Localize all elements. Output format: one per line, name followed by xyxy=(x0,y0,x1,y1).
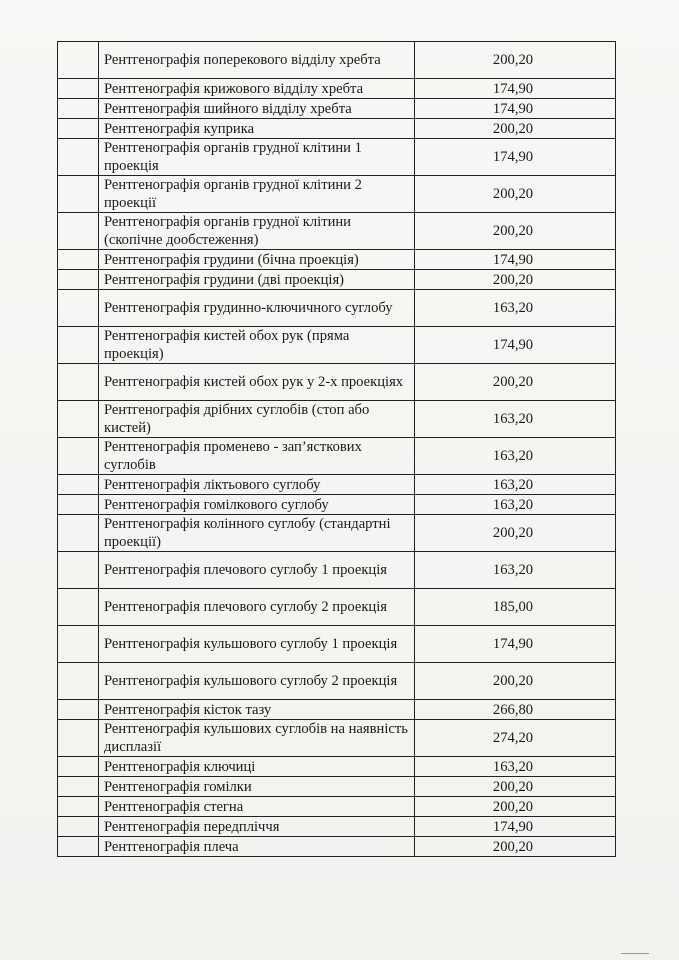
service-name-cell: Рентгенографія кульшових суглобів на наявність дисплазії xyxy=(99,720,415,757)
table-row xyxy=(58,270,616,290)
service-name-cell: Рентгенографія крижового відділу хребта xyxy=(99,79,415,99)
table-row xyxy=(58,626,616,663)
price-cell: 200,20 xyxy=(415,663,616,700)
service-name-cell: Рентгенографія куприка xyxy=(99,119,415,139)
row-number-cell xyxy=(58,401,99,438)
row-number-cell xyxy=(58,589,99,626)
price-table xyxy=(57,41,616,857)
price-cell: 163,20 xyxy=(415,290,616,327)
price-cell: 200,20 xyxy=(415,515,616,552)
service-name-cell: Рентгенографія плеча xyxy=(99,837,415,857)
table-row xyxy=(58,797,616,817)
service-name-cell: Рентгенографія кульшового суглобу 1 проекція xyxy=(99,626,415,663)
table-row xyxy=(58,119,616,139)
service-name-cell: Рентгенографія шийного відділу хребта xyxy=(99,99,415,119)
price-cell: 200,20 xyxy=(415,42,616,79)
price-cell: 163,20 xyxy=(415,495,616,515)
table-row xyxy=(58,720,616,757)
service-name-cell: Рентгенографія ключиці xyxy=(99,757,415,777)
price-cell: 163,20 xyxy=(415,475,616,495)
price-cell: 163,20 xyxy=(415,552,616,589)
row-number-cell xyxy=(58,42,99,79)
service-name-cell: Рентгенографія передпліччя xyxy=(99,817,415,837)
table-row xyxy=(58,250,616,270)
row-number-cell xyxy=(58,626,99,663)
service-name-cell: Рентгенографія кісток тазу xyxy=(99,700,415,720)
row-number-cell xyxy=(58,99,99,119)
table-row xyxy=(58,401,616,438)
table-row xyxy=(58,79,616,99)
price-cell: 200,20 xyxy=(415,270,616,290)
service-name-cell: Рентгенографія ліктьового суглобу xyxy=(99,475,415,495)
table-row xyxy=(58,552,616,589)
row-number-cell xyxy=(58,176,99,213)
table-row xyxy=(58,438,616,475)
price-cell: 200,20 xyxy=(415,213,616,250)
service-name-cell: Рентгенографія гомілки xyxy=(99,777,415,797)
price-cell: 174,90 xyxy=(415,99,616,119)
row-number-cell xyxy=(58,700,99,720)
table-row xyxy=(58,777,616,797)
service-name-cell: Рентгенографія грудини (дві проекція) xyxy=(99,270,415,290)
service-name-cell: Рентгенографія променево - зап’ясткових суглобів xyxy=(99,438,415,475)
service-name-cell: Рентгенографія поперекового відділу хребта xyxy=(99,42,415,79)
row-number-cell xyxy=(58,290,99,327)
row-number-cell xyxy=(58,495,99,515)
service-name-cell: Рентгенографія грудинно-ключичного суглобу xyxy=(99,290,415,327)
service-name-cell: Рентгенографія плечового суглобу 2 проекція xyxy=(99,589,415,626)
table-row xyxy=(58,475,616,495)
service-name-cell: Рентгенографія колінного суглобу (стандартні проекції) xyxy=(99,515,415,552)
table-row xyxy=(58,139,616,176)
row-number-cell xyxy=(58,213,99,250)
price-cell: 185,00 xyxy=(415,589,616,626)
price-cell: 174,90 xyxy=(415,817,616,837)
row-number-cell xyxy=(58,139,99,176)
price-cell: 174,90 xyxy=(415,626,616,663)
row-number-cell xyxy=(58,663,99,700)
price-cell: 274,20 xyxy=(415,720,616,757)
row-number-cell xyxy=(58,515,99,552)
service-name-cell: Рентгенографія грудини (бічна проекція) xyxy=(99,250,415,270)
row-number-cell xyxy=(58,438,99,475)
price-cell: 200,20 xyxy=(415,777,616,797)
table-row xyxy=(58,663,616,700)
price-cell: 200,20 xyxy=(415,837,616,857)
price-cell: 200,20 xyxy=(415,119,616,139)
scan-edge-mark xyxy=(621,949,649,954)
service-name-cell: Рентгенографія кистей обох рук у 2-х проекціях xyxy=(99,364,415,401)
service-name-cell: Рентгенографія дрібних суглобів (стоп або кистей) xyxy=(99,401,415,438)
table-row xyxy=(58,495,616,515)
table-row xyxy=(58,837,616,857)
table-row xyxy=(58,364,616,401)
row-number-cell xyxy=(58,270,99,290)
service-name-cell: Рентгенографія органів грудної клітини (скопічне дообстеження) xyxy=(99,213,415,250)
price-cell: 174,90 xyxy=(415,139,616,176)
row-number-cell xyxy=(58,837,99,857)
row-number-cell xyxy=(58,119,99,139)
row-number-cell xyxy=(58,364,99,401)
table-row xyxy=(58,589,616,626)
table-row xyxy=(58,176,616,213)
service-name-cell: Рентгенографія стегна xyxy=(99,797,415,817)
row-number-cell xyxy=(58,79,99,99)
table-row xyxy=(58,817,616,837)
service-name-cell: Рентгенографія кистей обох рук (пряма проекція) xyxy=(99,327,415,364)
service-name-cell: Рентгенографія кульшового суглобу 2 проекція xyxy=(99,663,415,700)
price-cell: 266,80 xyxy=(415,700,616,720)
table-row xyxy=(58,213,616,250)
table-row xyxy=(58,42,616,79)
row-number-cell xyxy=(58,327,99,364)
price-table-body xyxy=(58,42,616,857)
row-number-cell xyxy=(58,797,99,817)
row-number-cell xyxy=(58,720,99,757)
price-cell: 200,20 xyxy=(415,364,616,401)
row-number-cell xyxy=(58,552,99,589)
row-number-cell xyxy=(58,777,99,797)
table-row xyxy=(58,757,616,777)
row-number-cell xyxy=(58,475,99,495)
row-number-cell xyxy=(58,757,99,777)
table-row xyxy=(58,290,616,327)
row-number-cell xyxy=(58,817,99,837)
row-number-cell xyxy=(58,250,99,270)
price-cell: 174,90 xyxy=(415,250,616,270)
table-row xyxy=(58,99,616,119)
service-name-cell: Рентгенографія органів грудної клітини 1 проекція xyxy=(99,139,415,176)
table-row xyxy=(58,515,616,552)
price-cell: 174,90 xyxy=(415,327,616,364)
service-name-cell: Рентгенографія гомілкового суглобу xyxy=(99,495,415,515)
table-row xyxy=(58,700,616,720)
table-row xyxy=(58,327,616,364)
price-cell: 163,20 xyxy=(415,401,616,438)
price-cell: 174,90 xyxy=(415,79,616,99)
price-cell: 163,20 xyxy=(415,438,616,475)
service-name-cell: Рентгенографія органів грудної клітини 2 проекції xyxy=(99,176,415,213)
price-cell: 200,20 xyxy=(415,176,616,213)
price-cell: 200,20 xyxy=(415,797,616,817)
price-cell: 163,20 xyxy=(415,757,616,777)
service-name-cell: Рентгенографія плечового суглобу 1 проекція xyxy=(99,552,415,589)
